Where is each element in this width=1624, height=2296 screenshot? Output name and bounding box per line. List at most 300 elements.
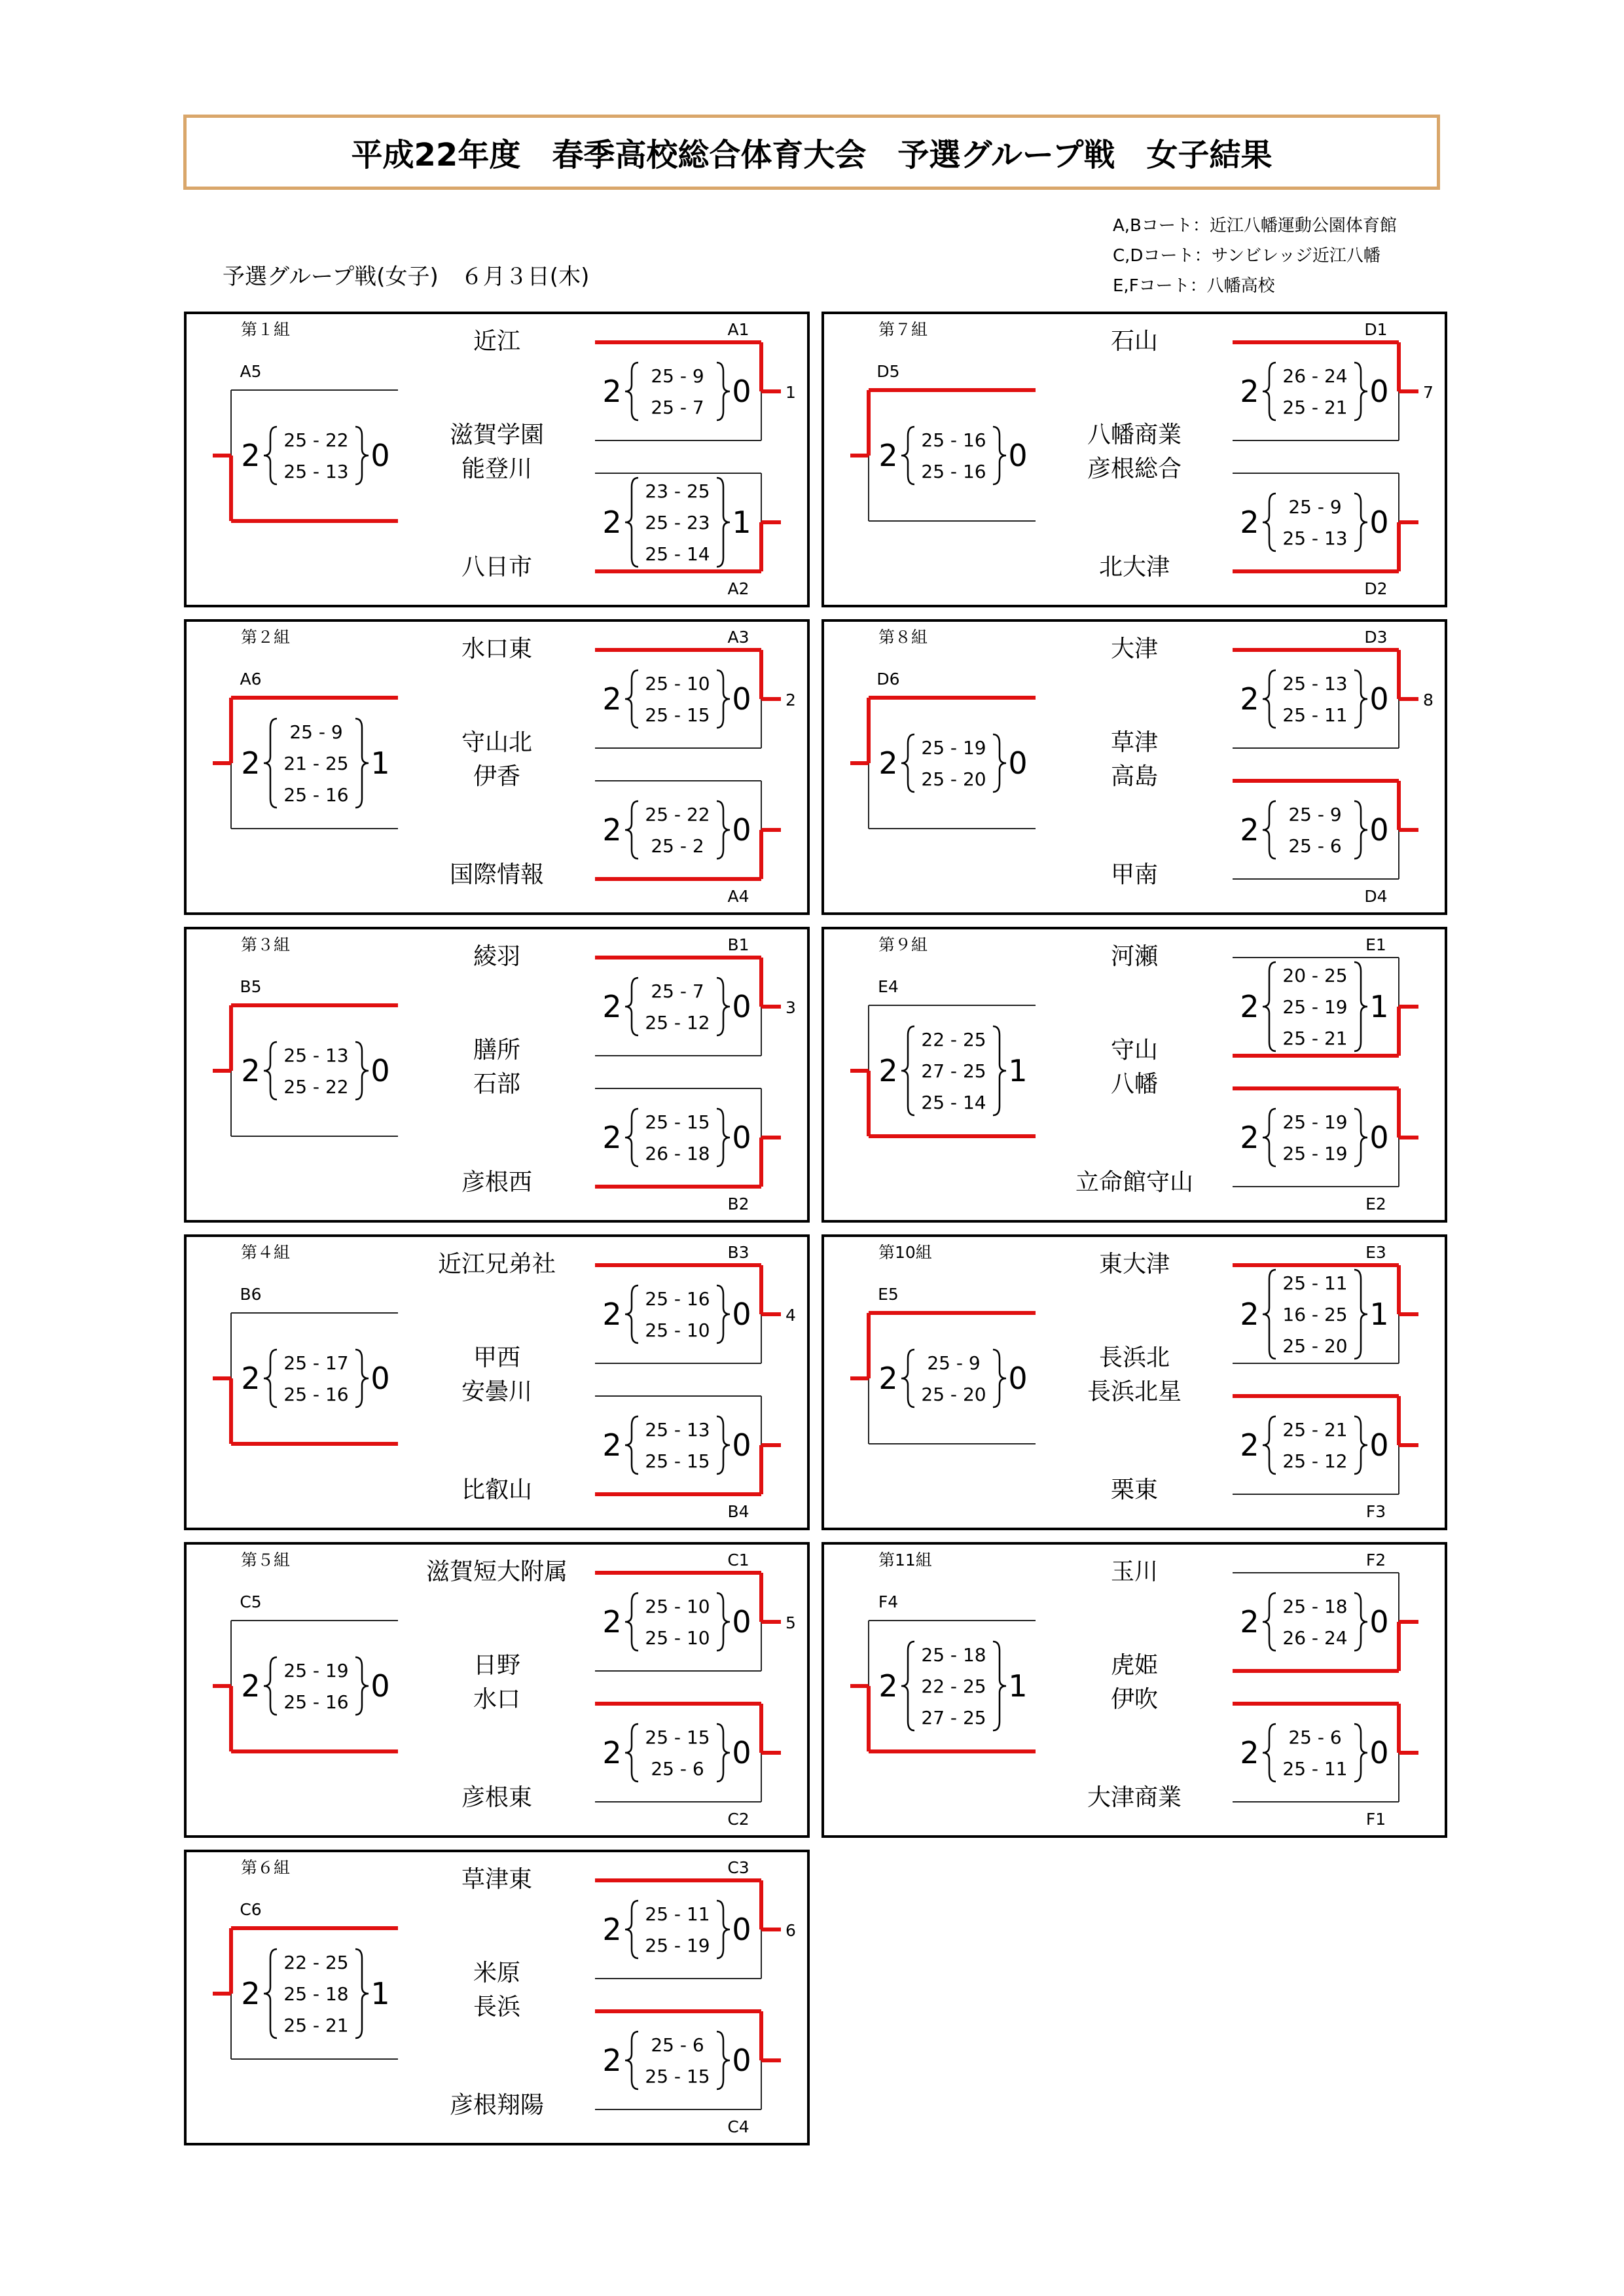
seed-code: E2 [1365,1194,1386,1213]
brace-close [1354,1270,1367,1359]
set-score: 25 - 13 [283,1045,349,1066]
seed-code: B2 [727,1194,749,1213]
set-score: 25 - 22 [283,429,349,451]
sets-won-left: 2 [878,1668,898,1704]
set-score: 25 - 18 [1282,1596,1348,1617]
sets-won-right: 1 [1008,1668,1028,1704]
sets-won-right: 0 [370,438,390,473]
seed-code: C6 [240,1900,262,1919]
team-name: 滋賀短大附属 [425,1558,568,1585]
brace-close [355,1657,369,1715]
brace-close [1354,1416,1367,1474]
brace-open [901,1350,914,1407]
set-score: 25 - 17 [283,1352,349,1374]
set-score: 26 - 24 [1282,1627,1348,1649]
set-score: 25 - 12 [1282,1450,1348,1472]
set-score: 25 - 15 [645,1727,710,1748]
group-rank: 8 [1423,691,1434,709]
set-score: 25 - 6 [651,1758,704,1780]
brace-close [355,719,369,808]
team-name: 守山北 [461,729,533,756]
brace-open [625,1109,638,1166]
team-name: 虎姫 [1110,1652,1159,1679]
set-score: 20 - 25 [1282,965,1348,986]
sets-won-right: 1 [370,1976,390,2011]
team-name: 草津東 [461,1866,533,1893]
group-panel [823,1236,1446,1529]
set-score: 25 - 19 [1282,996,1348,1018]
page-title: 平成22年度 春季高校総合体育大会 予選グループ戦 女子結果 [351,137,1272,173]
group-panel [823,313,1446,606]
team-name: 能登川 [461,456,533,482]
sets-won-right: 0 [1008,745,1028,781]
set-score: 25 - 19 [283,1660,349,1681]
seed-code: A1 [727,320,749,339]
group-rank: 1 [785,383,796,402]
group-label: 第３組 [241,935,291,954]
team-name: 綾羽 [473,943,521,970]
team-name: 石部 [473,1071,521,1098]
set-score: 25 - 22 [645,804,710,825]
set-score: 25 - 21 [283,2015,349,2036]
sets-won-right: 0 [1369,374,1389,409]
sets-won-right: 0 [732,374,751,409]
brace-close [355,427,369,484]
team-name: 栗東 [1110,1477,1159,1503]
brace-open [264,719,277,808]
brace-open [625,1285,638,1343]
team-name: 八日市 [461,554,533,581]
team-name: 彦根西 [461,1169,533,1196]
sets-won-right: 0 [732,1735,751,1770]
seed-code: D1 [1364,320,1388,339]
set-score: 25 - 16 [645,1288,710,1310]
group-rank: 6 [785,1921,796,1940]
brace-close [355,1350,369,1407]
brace-open [901,1026,914,1115]
set-score: 25 - 10 [645,1319,710,1341]
set-score: 25 - 20 [921,768,986,790]
team-name: 米原 [473,1960,521,1986]
team-name: 河瀬 [1110,943,1159,970]
set-score: 23 - 25 [645,480,710,502]
brace-open [1263,493,1276,551]
team-name: 長浜北星 [1087,1378,1182,1405]
set-score: 25 - 16 [921,429,986,451]
group-panel [185,1236,808,1529]
brace-open [1263,1724,1276,1782]
brace-open [625,1416,638,1474]
seed-code: B6 [240,1285,262,1304]
brace-close [717,1285,730,1343]
group-panel [185,1543,808,1837]
brace-open [625,1724,638,1782]
group-label: 第４組 [241,1243,291,1262]
sets-won-left: 2 [602,374,622,409]
set-score: 25 - 22 [283,1076,349,1098]
set-score: 16 - 25 [1282,1304,1348,1325]
set-score: 25 - 10 [645,673,710,694]
set-score: 25 - 10 [645,1596,710,1617]
court-ef: E,Fコート：八幡高校 [1113,276,1275,296]
brace-close [1354,1593,1367,1651]
brace-close [355,1042,369,1100]
brace-close [355,1949,369,2038]
subtitle: 予選グループ戦(女子) ６月３日(木) [223,264,590,290]
brace-close [993,427,1006,484]
sets-won-left: 2 [878,1361,898,1396]
seed-code: D3 [1364,628,1388,647]
brace-close [1354,493,1367,551]
brace-close [717,1109,730,1166]
brace-close [717,801,730,859]
set-score: 25 - 11 [645,1903,710,1925]
set-score: 25 - 16 [921,461,986,482]
set-score: 25 - 18 [283,1983,349,2005]
set-score: 25 - 9 [289,721,343,743]
brace-close [717,363,730,420]
sets-won-right: 0 [732,1912,751,1947]
sets-won-right: 0 [732,681,751,717]
team-name: 東大津 [1098,1251,1170,1278]
group-rank: 3 [785,998,796,1017]
sets-won-left: 2 [241,1361,261,1396]
group-rank: 5 [785,1613,796,1632]
brace-open [1263,1593,1276,1651]
sets-won-right: 0 [1369,1427,1389,1463]
team-name: 長浜北 [1098,1344,1170,1371]
set-score: 25 - 15 [645,1111,710,1133]
sets-won-left: 2 [602,1120,622,1155]
set-score: 25 - 11 [1282,704,1348,726]
team-name: 石山 [1110,328,1159,355]
brace-close [993,1641,1006,1731]
seed-code: B4 [727,1502,749,1521]
team-name: 日野 [473,1652,521,1679]
sets-won-left: 2 [878,745,898,781]
sets-won-right: 0 [1369,1604,1389,1640]
brace-open [264,1042,277,1100]
sets-won-left: 2 [878,438,898,473]
group-label: 第10組 [878,1243,932,1262]
seed-code: F4 [878,1592,899,1611]
team-name: 彦根総合 [1087,456,1182,482]
team-name: 国際情報 [449,861,545,888]
brace-open [901,1641,914,1731]
group-label: 第５組 [241,1551,291,1570]
seed-code: D6 [876,670,900,689]
team-name: 立命館守山 [1075,1169,1194,1196]
sets-won-right: 1 [1008,1053,1028,1088]
seed-code: D2 [1364,579,1388,598]
sets-won-right: 0 [732,989,751,1024]
sets-won-left: 2 [1240,374,1259,409]
brace-open [901,427,914,484]
team-name: 八幡 [1110,1071,1159,1098]
team-name: 水口東 [461,636,533,662]
brace-close [717,978,730,1035]
seed-code: A6 [240,670,262,689]
set-score: 25 - 2 [651,835,704,857]
set-score: 25 - 19 [921,737,986,759]
group-label: 第２組 [241,628,291,647]
sets-won-right: 1 [1369,1297,1389,1332]
brace-open [625,801,638,859]
sets-won-left: 2 [602,2043,622,2078]
sets-won-right: 1 [1369,989,1389,1024]
group-label: 第７組 [878,320,928,339]
brace-close [717,2032,730,2089]
brace-open [264,427,277,484]
sets-won-right: 1 [370,745,390,781]
set-score: 25 - 9 [1288,804,1342,825]
brace-close [1354,363,1367,420]
sets-won-left: 2 [241,1668,261,1704]
team-name: 比叡山 [461,1477,533,1503]
set-score: 25 - 6 [1288,835,1342,857]
brace-open [625,363,638,420]
set-score: 21 - 25 [283,753,349,774]
brace-open [264,1949,277,2038]
group-label: 第６組 [241,1858,291,1877]
group-label: 第９組 [878,935,928,954]
set-score: 25 - 9 [651,365,704,387]
seed-code: D5 [876,362,900,381]
team-name: 滋賀学園 [449,422,545,448]
brace-close [993,1350,1006,1407]
set-score: 25 - 19 [645,1935,710,1956]
team-name: 膳所 [473,1037,521,1064]
seed-code: D4 [1364,887,1388,906]
group-rank: 2 [785,691,796,709]
team-name: 高島 [1110,763,1159,790]
brace-close [717,1724,730,1782]
set-score: 25 - 6 [651,2034,704,2056]
brace-close [717,478,730,567]
seed-code: B5 [240,977,262,996]
set-score: 25 - 13 [283,461,349,482]
group-label: 第１組 [241,320,291,339]
sets-won-left: 2 [602,812,622,848]
sets-won-left: 2 [602,681,622,717]
court-ab: A,Bコート：近江八幡運動公園体育館 [1113,216,1397,236]
sets-won-left: 2 [602,1912,622,1947]
sets-won-right: 0 [1008,438,1028,473]
brace-close [717,670,730,728]
sets-won-left: 2 [1240,1735,1259,1770]
sets-won-left: 2 [602,1297,622,1332]
sets-won-right: 0 [1369,1120,1389,1155]
set-score: 25 - 21 [1282,1028,1348,1049]
sets-won-left: 2 [1240,1120,1259,1155]
brace-open [264,1657,277,1715]
team-name: 伊香 [473,763,521,790]
sets-won-left: 2 [1240,812,1259,848]
sets-won-left: 2 [241,438,261,473]
brace-open [625,1593,638,1651]
set-score: 25 - 14 [921,1092,986,1113]
group-label: 第８組 [878,628,928,647]
court-cd: C,Dコート：サンビレッジ近江八幡 [1113,246,1380,266]
brace-close [717,1416,730,1474]
brace-open [1263,363,1276,420]
seed-code: C5 [240,1592,262,1611]
set-score: 25 - 11 [1282,1758,1348,1780]
brace-close [717,1593,730,1651]
sets-won-right: 0 [1369,812,1389,848]
group-panel [823,1543,1446,1837]
team-name: 甲南 [1110,861,1159,888]
seed-code: F3 [1365,1502,1386,1521]
team-name: 安曇川 [461,1378,533,1405]
set-score: 25 - 16 [283,1691,349,1713]
group-panel [185,313,808,606]
sets-won-right: 0 [732,812,751,848]
set-score: 25 - 13 [645,1419,710,1441]
group-label: 第11組 [878,1551,932,1570]
seed-code: C4 [727,2117,749,2136]
sets-won-right: 1 [732,505,751,540]
sets-won-right: 0 [370,1361,390,1396]
group-panel [185,620,808,914]
sets-won-left: 2 [1240,1297,1259,1332]
set-score: 25 - 19 [1282,1111,1348,1133]
team-name: 彦根翔陽 [449,2092,545,2119]
brace-open [625,478,638,567]
group-rank: 7 [1423,383,1434,402]
sets-won-left: 2 [602,1427,622,1463]
sets-won-left: 2 [1240,1604,1259,1640]
set-score: 22 - 25 [921,1029,986,1050]
team-name: 大津商業 [1087,1784,1182,1811]
set-score: 25 - 9 [927,1352,981,1374]
set-score: 25 - 15 [645,1450,710,1472]
brace-open [1263,670,1276,728]
seed-code: E5 [878,1285,899,1304]
set-score: 22 - 25 [921,1676,986,1697]
set-score: 25 - 13 [1282,673,1348,694]
seed-code: F1 [1365,1810,1386,1829]
brace-open [901,734,914,792]
seed-code: F2 [1365,1551,1386,1570]
brace-open [1263,1416,1276,1474]
set-score: 25 - 20 [921,1384,986,1405]
set-score: 25 - 12 [645,1012,710,1033]
set-score: 25 - 15 [645,2066,710,2087]
brace-open [264,1350,277,1407]
set-score: 27 - 25 [921,1060,986,1082]
sets-won-right: 0 [1008,1361,1028,1396]
sets-won-right: 0 [370,1668,390,1704]
sets-won-right: 0 [1369,681,1389,717]
team-name: 八幡商業 [1087,422,1182,448]
sets-won-left: 2 [241,745,261,781]
brace-close [1354,801,1367,859]
sets-won-left: 2 [1240,681,1259,717]
brace-open [1263,1109,1276,1166]
set-score: 25 - 15 [645,704,710,726]
team-name: 彦根東 [461,1784,533,1811]
seed-code: A3 [727,628,749,647]
group-rank: 4 [785,1306,796,1325]
seed-code: E1 [1365,935,1386,954]
sets-won-right: 0 [1369,505,1389,540]
sets-won-left: 2 [241,1053,261,1088]
set-score: 25 - 18 [921,1644,986,1666]
set-score: 25 - 14 [645,543,710,565]
seed-code: C2 [727,1810,749,1829]
brace-open [1263,962,1276,1051]
group-panel [823,620,1446,914]
set-score: 27 - 25 [921,1707,986,1729]
seed-code: A5 [240,362,262,381]
team-name: 水口 [473,1686,521,1713]
team-name: 草津 [1110,729,1159,756]
sets-won-right: 0 [732,1120,751,1155]
set-score: 26 - 24 [1282,365,1348,387]
set-score: 25 - 7 [651,980,704,1002]
set-score: 25 - 13 [1282,528,1348,549]
brace-close [993,1026,1006,1115]
team-name: 近江兄弟社 [437,1251,556,1278]
set-score: 25 - 6 [1288,1727,1342,1748]
brace-close [1354,1109,1367,1166]
seed-code: C1 [727,1551,749,1570]
set-score: 25 - 16 [283,784,349,806]
set-score: 25 - 20 [1282,1335,1348,1357]
sets-won-right: 0 [370,1053,390,1088]
set-score: 25 - 19 [1282,1143,1348,1164]
sets-won-left: 2 [602,1604,622,1640]
group-panel [185,1851,808,2144]
team-name: 玉川 [1110,1558,1159,1585]
brace-close [1354,962,1367,1051]
sets-won-left: 2 [602,989,622,1024]
set-score: 25 - 23 [645,512,710,533]
set-score: 26 - 18 [645,1143,710,1164]
brace-close [993,734,1006,792]
sets-won-left: 2 [602,1735,622,1770]
sets-won-left: 2 [1240,989,1259,1024]
group-panel [185,928,808,1221]
set-score: 25 - 10 [645,1627,710,1649]
sets-won-left: 2 [878,1053,898,1088]
group-panel [823,928,1446,1221]
set-score: 25 - 16 [283,1384,349,1405]
brace-open [1263,801,1276,859]
team-name: 守山 [1110,1037,1159,1064]
team-name: 大津 [1110,636,1159,662]
brace-open [625,670,638,728]
sets-won-left: 2 [1240,1427,1259,1463]
brace-open [1263,1270,1276,1359]
brace-close [717,1901,730,1958]
set-score: 25 - 7 [651,397,704,418]
sets-won-right: 0 [732,1604,751,1640]
sets-won-left: 2 [1240,505,1259,540]
seed-code: A4 [727,887,749,906]
set-score: 25 - 21 [1282,397,1348,418]
team-name: 近江 [473,328,521,355]
seed-code: B3 [727,1243,749,1262]
sets-won-right: 0 [732,2043,751,2078]
brace-open [625,978,638,1035]
brace-open [625,2032,638,2089]
brace-close [1354,1724,1367,1782]
team-name: 北大津 [1098,554,1170,581]
set-score: 25 - 21 [1282,1419,1348,1441]
sets-won-left: 2 [241,1976,261,2011]
